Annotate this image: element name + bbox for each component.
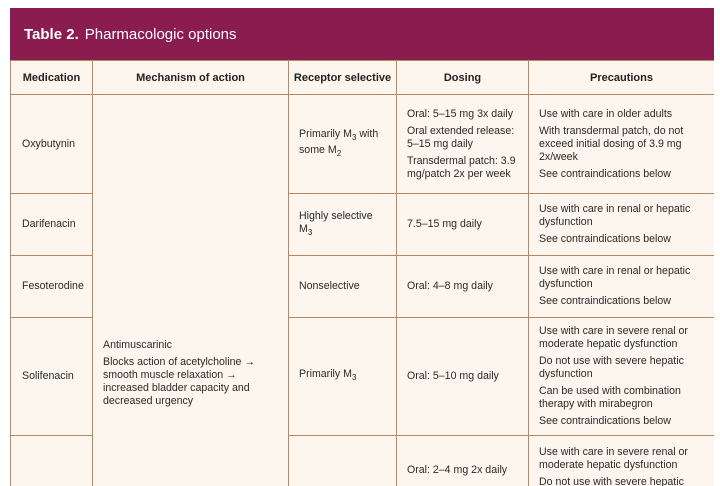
precautions-cell: Use with care in renal or hepatic dysfunction See contraindications below xyxy=(529,256,715,318)
medication-cell: Oxybutynin xyxy=(11,95,93,194)
header-medication: Medication xyxy=(11,61,93,95)
precautions-cell: Use with care in severe renal or moderate hepatic dysfunction Do not use with severe hepatic xyxy=(529,436,715,486)
dosing-cell: Oral: 2–4 mg 2x daily xyxy=(397,436,529,486)
dosing-cell: 7.5–15 mg daily xyxy=(397,194,529,256)
precautions-cell: Use with care in severe renal or moderate hepatic dysfunction Do not use with severe hepatic dysfunction Can be used with combination therapy with mirabegron See contraindications below xyxy=(529,318,715,436)
precautions-cell: Use with care in older adults With transdermal patch, do not exceed initial dosing of 3.9 mg 2x/week See contraindications below xyxy=(529,95,715,194)
receptor-cell: Highly selective $M_3$ xyxy=(289,194,397,256)
medication-cell: Darifenacin xyxy=(11,194,93,256)
header-precautions: Precautions xyxy=(529,61,715,95)
header-dosing: Dosing xyxy=(397,61,529,95)
medication-cell xyxy=(11,436,93,486)
dosing-cell: Oral: 5–15 mg 3x daily Oral extended release: 5–15 mg daily Transdermal patch: 3.9 mg/patch 2x per week xyxy=(397,95,529,194)
table-title: Pharmacologic options xyxy=(84,25,237,43)
table-page xyxy=(10,8,714,486)
receptor-cell: Nonselective xyxy=(289,256,397,318)
table-title-bar xyxy=(10,8,714,60)
medication-cell: Fesoterodine xyxy=(11,256,93,318)
dosing-cell: Oral: 5–10 mg daily xyxy=(397,318,529,436)
header-mechanism: Mechanism of action xyxy=(93,61,289,95)
mechanism-line1: Antimuscarinic xyxy=(103,339,172,351)
precautions-cell: Use with care in renal or hepatic dysfunction See contraindications below xyxy=(529,194,715,256)
mechanism-line2: Blocks action of acetylcholine → smooth muscle relaxation → increased bladder capacity and decreased urgency xyxy=(103,356,255,407)
header-receptor: Receptor selective xyxy=(289,61,397,95)
receptor-cell: Primarily $M_3$ with some $M_2$ xyxy=(289,95,397,194)
table-header-row xyxy=(11,61,715,95)
dosing-cell: Oral: 4–8 mg daily xyxy=(397,256,529,318)
mechanism-cell xyxy=(93,95,289,486)
medication-cell: Solifenacin xyxy=(11,318,93,436)
receptor-cell xyxy=(289,436,397,486)
table-row xyxy=(11,95,715,194)
pharmacologic-options-table xyxy=(10,60,714,486)
receptor-cell: Primarily $M_3$ xyxy=(289,318,397,436)
table-label: Table 2. xyxy=(24,25,79,43)
